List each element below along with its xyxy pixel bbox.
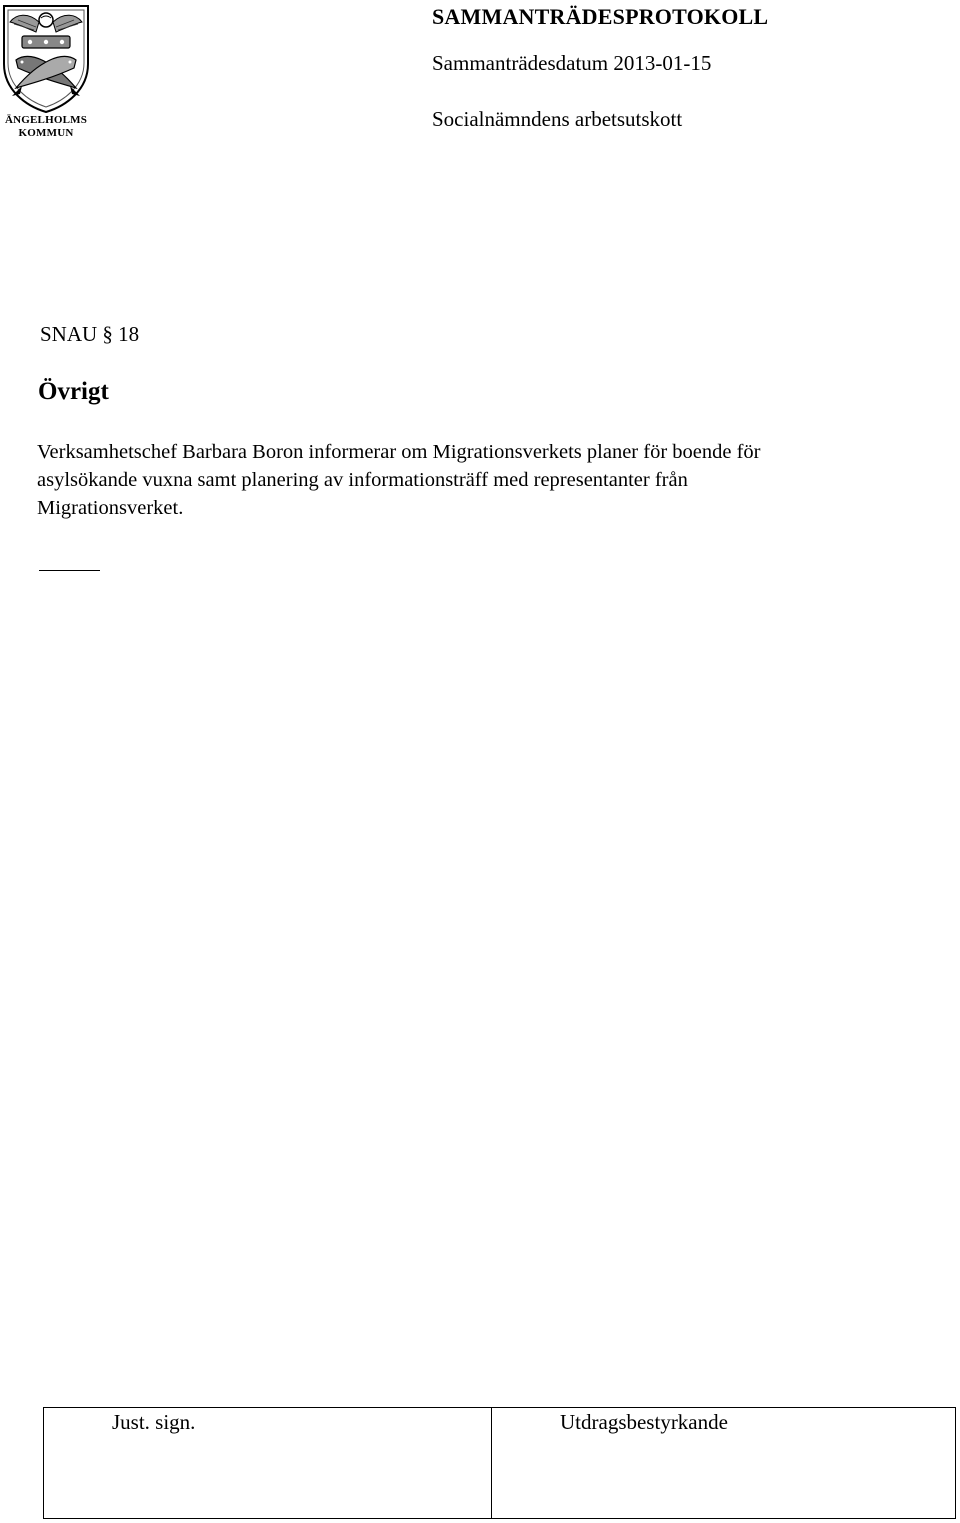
extract-certification-label: Utdragsbestyrkande <box>560 1410 728 1434</box>
document-title: SAMMANTRÄDESPROTOKOLL <box>432 4 769 29</box>
committee-name: Socialnämndens arbetsutskott <box>432 107 683 131</box>
body-line: Migrationsverket. <box>37 497 184 519</box>
paragraph-reference: SNAU § 18 <box>40 322 140 346</box>
logo-name-line1: ÄNGELHOLMS <box>4 114 88 126</box>
body-line: Verksamhetschef Barbara Boron informerar om Migrationsverkets planer för boende för <box>37 441 761 463</box>
body-line: asylsökande vuxna samt planering av informationsträff med representanter från <box>37 469 688 491</box>
adjuster-signature-label: Just. sign. <box>112 1410 196 1434</box>
meeting-date: Sammanträdesdatum 2013-01-15 <box>432 51 712 75</box>
item-heading: Övrigt <box>38 378 109 405</box>
municipality-logo <box>0 2 92 144</box>
section-end-rule <box>39 570 100 571</box>
coat-of-arms-icon <box>0 2 92 114</box>
extract-certification-cell <box>492 1408 955 1518</box>
logo-name-line2: KOMMUN <box>18 127 74 139</box>
signature-box <box>43 1407 956 1519</box>
adjuster-signature-cell <box>44 1408 492 1518</box>
item-body <box>37 438 917 522</box>
